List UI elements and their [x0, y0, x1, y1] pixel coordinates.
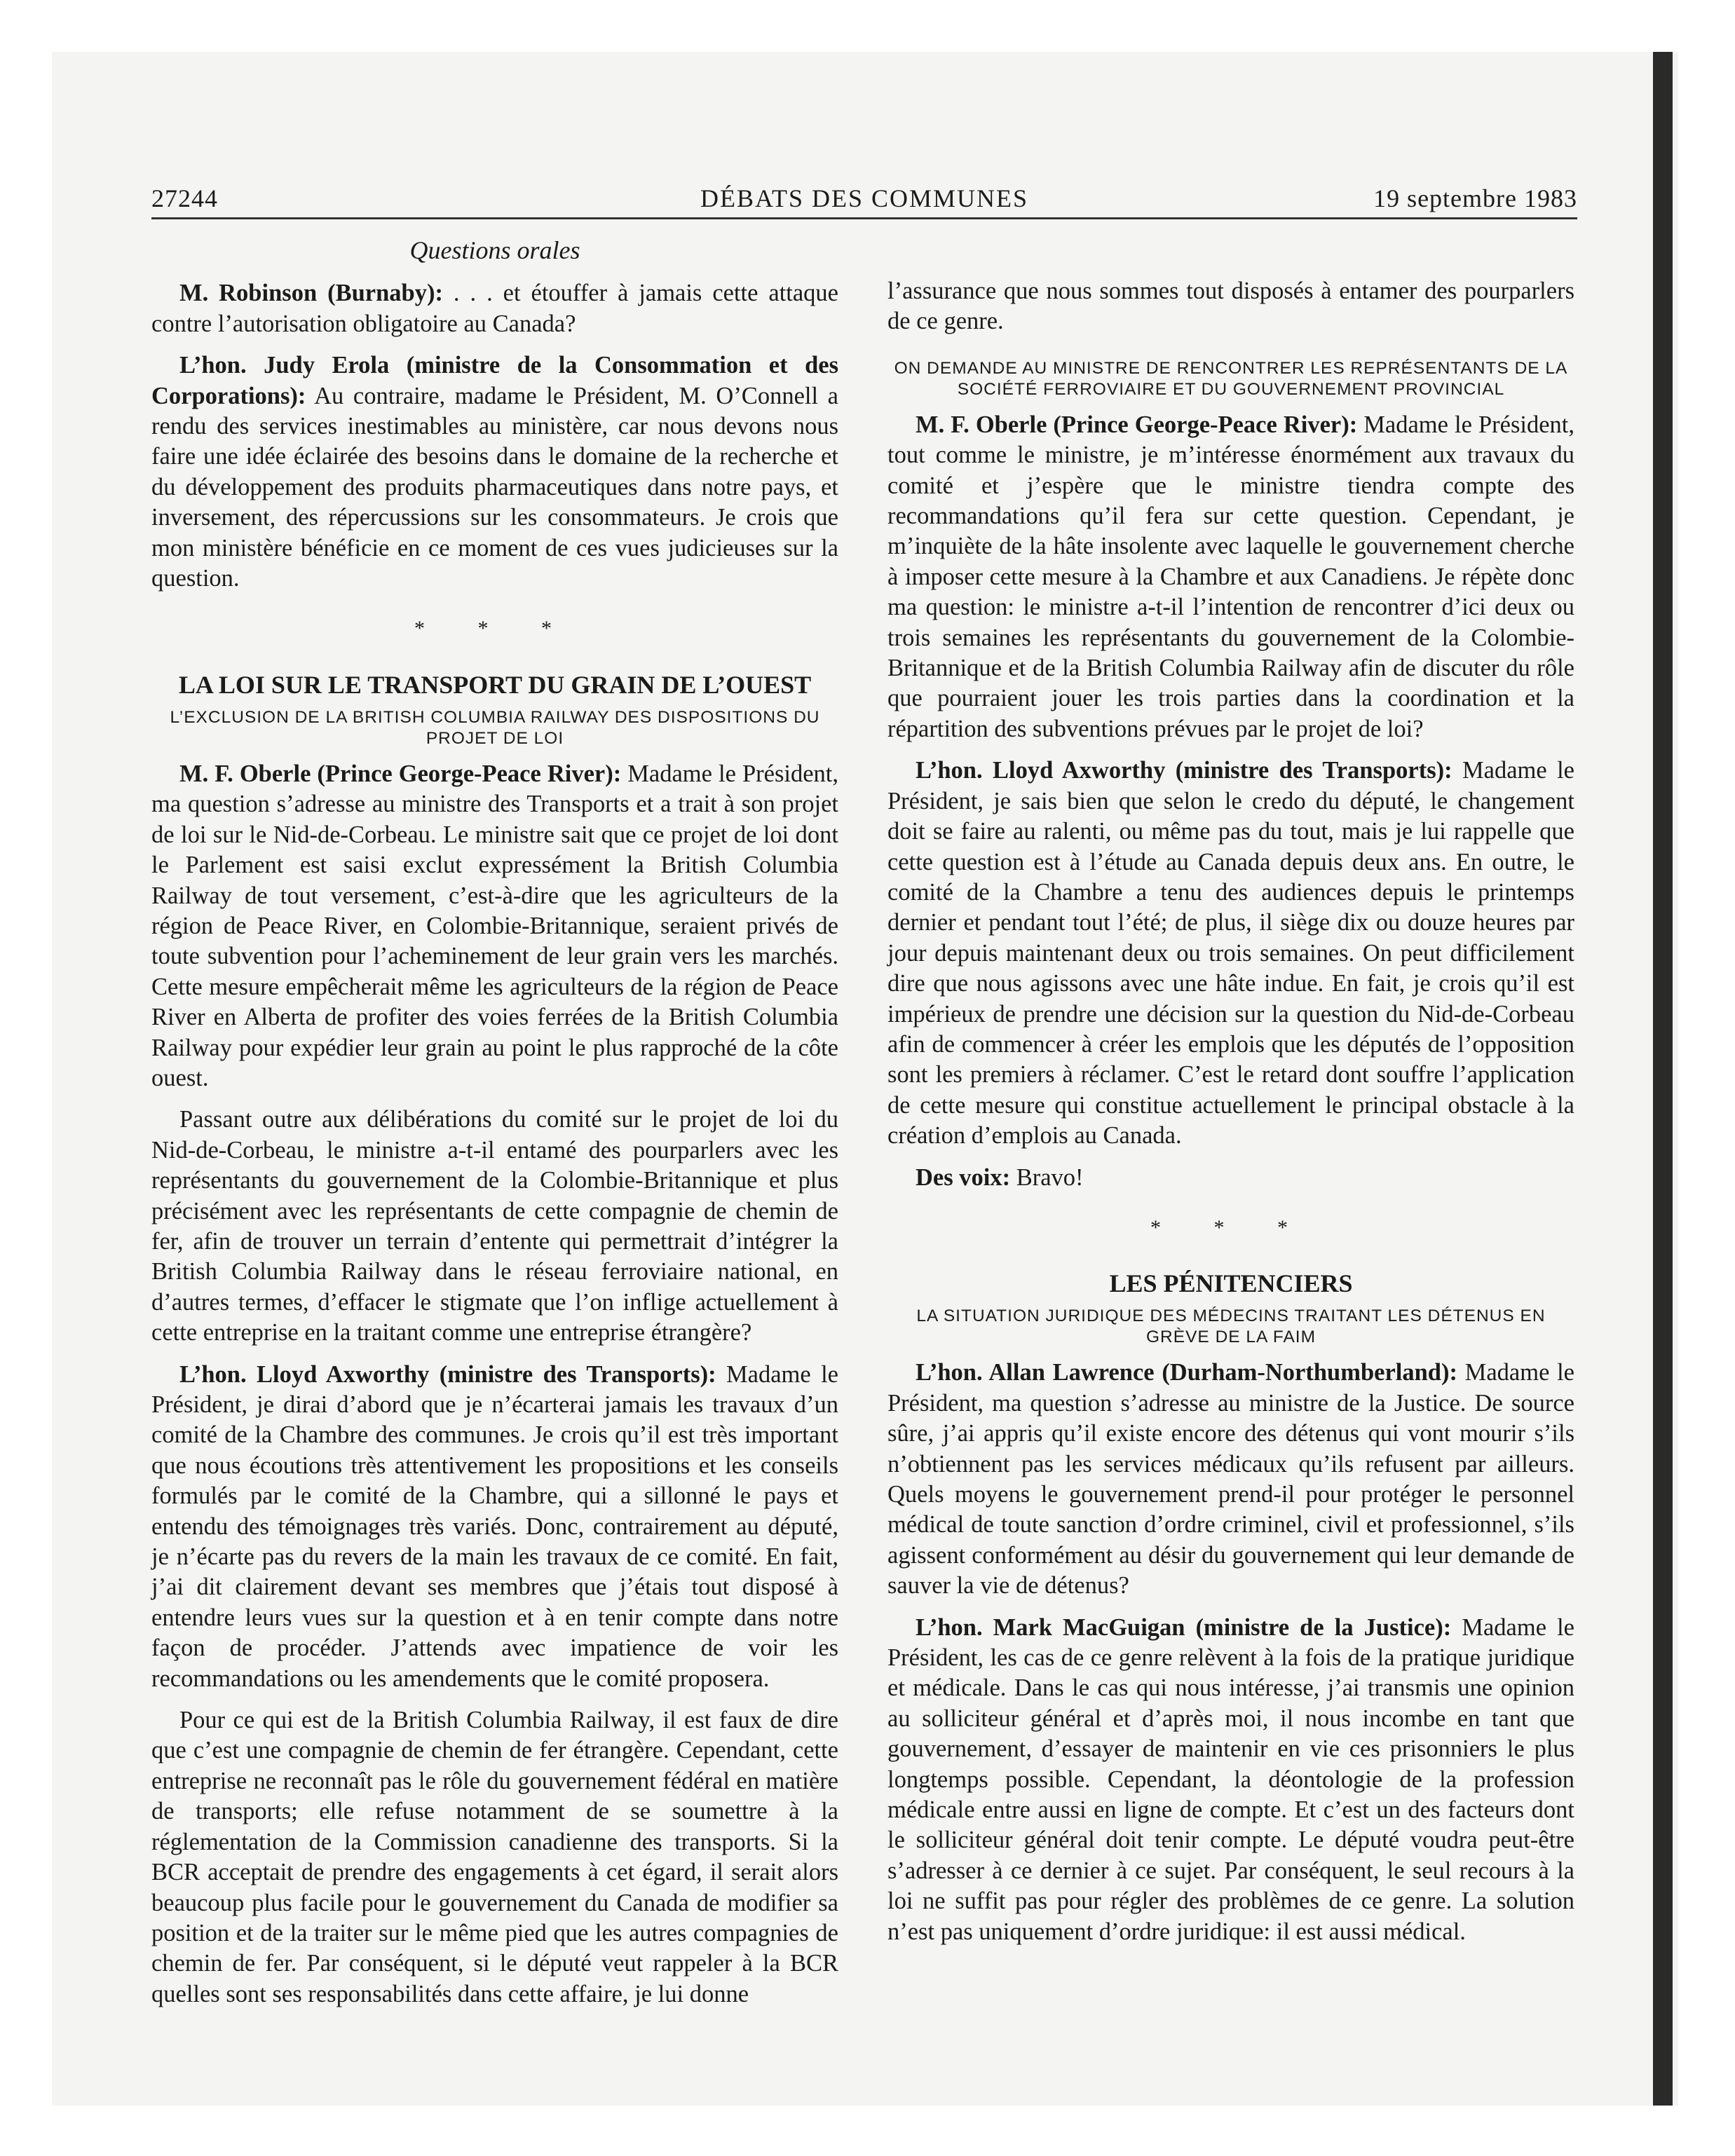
running-title: Questions orales	[409, 236, 580, 264]
left-column	[151, 236, 838, 2021]
section-separator: * * *	[414, 617, 576, 641]
speech-text: Madame le Président, je dirai d’abord que je n’écarterai jamais les travaux d’un comité de la Chambre des communes. Je crois qu’il est très important que nous écoutions très attentivement les propositions et les conseils formulés par le comité de la Chambre, qui a sillonné le pays et entendu des témoignages très variés. Donc, contrairement au député, je n’écarte pas du revers de la main les travaux de ce comité. En fait, j’ai dit clairement devant ses membres que j’étais tout disposé à entendre leurs vues sur la question et à en tenir compte dans notre façon de procéder. J’attends avec impatience de voir les recommandations ou les amendements que le comité proposera.	[151, 1360, 838, 1692]
section-separator: * * *	[1150, 1215, 1312, 1239]
section-subtitle: LA SITUATION JURIDIQUE DES MÉDECINS TRAITANT LES DÉTENUS EN GRÈVE DE LA FAIM	[916, 1306, 1546, 1347]
speech-text: Madame le Président, les cas de ce genre relèvent à la fois de la pratique juridique et médicale. Dans le cas qui nous intéresse, j’ai transmis une opinion au solliciteur général et d’après moi, il nous incombe en tant que gouvernement, d’essayer de maintenir en vie ces prisonniers le plus longtemps possible. Cependant, la déontologie de la profession médicale entre aussi en ligne de compte. Et c’est un des facteurs dont le solliciteur général doit tenir compte. Le député voudra peut-être s’adresser à ce dernier à ce sujet. Par conséquent, le seul recours à la loi ne suffit pas pour régler des problèmes de ce genre. La solution n’est pas uniquement d’ordre juridique: il est aussi médical.	[887, 1613, 1574, 1945]
paragraph	[887, 756, 1574, 1151]
section-subtitle: L’EXCLUSION DE LA BRITISH COLUMBIA RAILWAY DES DISPOSITIONS DU PROJET DE LOI	[170, 707, 820, 748]
paragraph	[151, 759, 838, 1093]
speech-text: Bravo!	[1010, 1164, 1084, 1191]
speaker-name: M. F. Oberle (Prince George-Peace River):	[179, 760, 622, 787]
speech-text: Madame le Président, tout comme le ministre, je m’intéresse énormément aux travaux du comité et j’espère que le ministre tiendra compte des recommandations qu’il fera sur cette question. Cependant, je m’inquiète de la hâte insolente avec laquelle le gouvernement cherche à imposer cette mesure à la Chambre et aux Canadiens. Je répète donc ma question: le ministre a-t-il l’intention de rencontrer d’ici deux ou trois semaines les représentants du gouvernement de la Colombie-Britannique et de la British Columbia Railway afin de discuter du rôle que pourraient jouer les trois parties dans la coordination et la répartition des subventions prévues par le projet de loi?	[887, 411, 1574, 742]
speech-text: Madame le Président, ma question s’adresse au ministre de la Justice. De source sûre, j’ai appris qu’il existe encore des détenus qui vont mourir s’ils n’obtiennent pas les services médicaux qu’ils refusent par ailleurs. Quels moyens le gouvernement prend-il pour protéger le personnel médical de toute sanction d’ordre criminel, civil et professionnel, s’ils agissent conformément au désir du gouvernement qui leur demande de sauver la vie de détenus?	[887, 1359, 1574, 1599]
speaker-name: L’hon. Lloyd Axworthy (ministre des Transports):	[179, 1360, 716, 1388]
speaker-name: L’hon. Judy Erola (ministre de la Consommation et des Corporations):	[151, 352, 838, 409]
page-number: 27244	[151, 184, 218, 212]
paragraph	[151, 1360, 838, 1694]
speaker-name: M. F. Oberle (Prince George-Peace River):	[916, 411, 1358, 438]
paragraph	[887, 410, 1574, 744]
paragraph	[151, 350, 838, 594]
paragraph	[887, 1358, 1574, 1601]
paragraph	[151, 278, 838, 339]
page-header	[151, 181, 1577, 219]
section-title: LA LOI SUR LE TRANSPORT DU GRAIN DE L’OUEST	[178, 670, 812, 699]
section-subtitle: ON DEMANDE AU MINISTRE DE RENCONTRER LES REPRÉSENTANTS DE LA SOCIÉTÉ FERROVIAIRE ET DU GOUVERNEMENT PROVINCIAL	[894, 358, 1568, 399]
speaker-name: M. Robinson (Burnaby):	[179, 280, 443, 307]
paragraph	[887, 1163, 1574, 1193]
section-title: LES PÉNITENCIERS	[1109, 1269, 1353, 1298]
paragraph: Pour ce qui est de la British Columbia Railway, il est faux de dire que c’est une compagnie de chemin de fer étrangère. Cependant, cette entreprise ne reconnaît pas le rôle du gouvernement fédéral en matière de transports; elle refuse notamment de se soumettre à la réglementation de la Commission canadienne des transports. Si la BCR acceptait de prendre des engagements à cet égard, il serait alors beaucoup plus facile pour le gouvernement du Canada de modifier sa position et de la traiter sur le même pied que les autres compagnies de chemin de fer. Par conséquent, si le député veut rappeler à la BCR quelles sont ses responsabilités dans cette affaire, je lui donne	[151, 1707, 838, 2007]
issue-date: 19 septembre 1983	[1373, 184, 1577, 212]
speaker-name: L’hon. Allan Lawrence (Durham-Northumberland):	[916, 1359, 1457, 1386]
paragraph: l’assurance que nous sommes tout disposés à entamer des pourparlers de ce genre.	[887, 278, 1574, 335]
right-column	[887, 276, 1574, 1958]
paragraph: Passant outre aux délibérations du comité sur le projet de loi du Nid-de-Corbeau, le ministre a-t-il entamé des pourparlers avec les représentants du gouvernement de la Colombie-Britannique et plus précisément avec les représentants de cette compagnie de chemin de fer, afin de trouver un terrain d’entente qui permettrait d’intégrer la British Columbia Railway dans le réseau ferroviaire national, en d’autres termes, d’effacer le stigmate que l’on inflige actuellement à cette entreprise en la traitant comme une entreprise étrangère?	[151, 1106, 838, 1346]
paragraph	[887, 1613, 1574, 1947]
scan-edge-bar	[1653, 52, 1673, 2106]
speech-text: . . . et étouffer à jamais cette attaque contre l’autorisation obligatoire au Canada?	[151, 280, 838, 337]
speech-text: Madame le Président, ma question s’adresse au ministre des Transports et a trait à son projet de loi sur le Nid-de-Corbeau. Le ministre sait que ce projet de loi dont le Parlement est saisi exclut expressément la British Columbia Railway de tout versement, c’est-à-dire que les agriculteurs de la région de Peace River, en Colombie-Britannique, seraient privés de toute subvention pour l’acheminement de leur grain vers les marchés. Cette mesure empêcherait même les agriculteurs de la région de Peace River en Alberta de profiter des voies ferrées de la British Columbia Railway pour expédier leur grain au point le plus rapproché de la côte ouest.	[151, 760, 838, 1091]
speaker-name: Des voix:	[916, 1164, 1011, 1191]
speech-text: Madame le Président, je sais bien que selon le credo du député, le changement doit se faire au ralenti, ou même pas du tout, mais je lui rappelle que cette question est à l’étude au Canada depuis deux ans. En outre, le comité de la Chambre a tenu des audiences depuis le printemps dernier et pendant tout l’été; de plus, il siège dix ou douze heures par jour depuis maintenant deux ou trois semaines. On peut difficilement dire que nous agissons avec une hâte indue. En fait, je crois qu’il est impérieux de prendre une décision sur la question du Nid-de-Corbeau afin de commencer à créer les emplois que les députés de l’opposition sont les premiers à réclamer. C’est le retard dont souffre l’application de cette mesure qui constitue actuellement le principal obstacle à la création d’emplois au Canada.	[887, 757, 1574, 1149]
publication-title: DÉBATS DES COMMUNES	[700, 184, 1029, 212]
speech-text: Au contraire, madame le Président, M. O’Connell a rendu des services inestimables au ministère, car nous devons nous faire une idée éclairée des besoins dans le domaine de la recherche et du développement des produits pharmaceutiques dans notre pays, et inversement, des répercussions sur les consommateurs. Je crois que mon ministère bénéficie en ce moment de ces vues judicieuses sur la question.	[151, 382, 838, 592]
speaker-name: L’hon. Mark MacGuigan (ministre de la Justice):	[916, 1613, 1452, 1641]
speaker-name: L’hon. Lloyd Axworthy (ministre des Transports):	[916, 757, 1452, 784]
